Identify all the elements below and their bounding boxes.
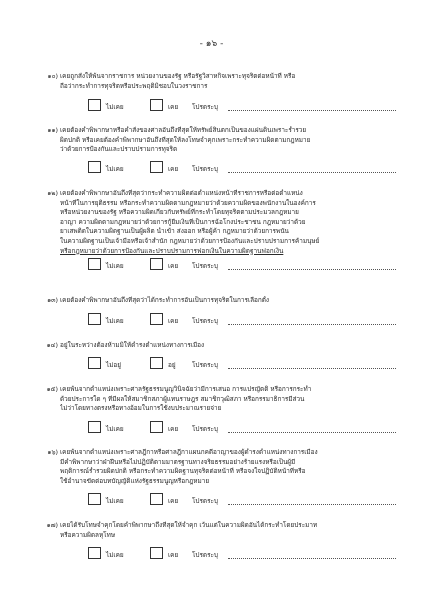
question-text-line: ด้วยประการใด ๆ ที่มีผลให้สมาชิกสภาผู้แทนราษฎร สมาชิกวุฒิสภา หรือกรรมาธิการมีส่วน bbox=[60, 394, 305, 403]
question-number: ๑๗) bbox=[46, 521, 58, 529]
question-text-line: ในความผิดฐานเป็นเจ้ามือหรือเจ้าสำนัก กฎหมายว่าด้วยการป้องกันและปราบปรามการค้ามนุษย์ bbox=[60, 236, 320, 245]
option-ever-label: เคย bbox=[168, 262, 179, 270]
option-ever-label: เคย bbox=[168, 425, 179, 433]
question-14 bbox=[46, 341, 402, 351]
option-ever-label: เคย bbox=[168, 551, 179, 559]
page-number: - ๑๖ - bbox=[199, 39, 224, 49]
option-never-label: ไม่เคย bbox=[106, 425, 124, 433]
question-text-line: อาญา ความผิดตามกฎหมายว่าด้วยการกู้ยืมเงินที่เป็นการฉ้อโกงประชาชน กฎหมายว่าด้วย bbox=[60, 217, 306, 226]
checkbox-never[interactable] bbox=[88, 493, 101, 505]
specify-field[interactable] bbox=[228, 102, 396, 111]
question-text-line: ถือว่ากระทำการทุจริตหรือประพฤติมิชอบในวงราชการ bbox=[60, 81, 208, 90]
question-number: ๑๕) bbox=[46, 385, 58, 393]
checkbox-ever[interactable] bbox=[150, 161, 163, 173]
question-text-line: หรือหน่วยงานของรัฐ หรือความผิดเกี่ยวกับทรัพย์ที่กระทำโดยทุจริตตามประมวลกฎหมาย bbox=[60, 208, 299, 217]
option-in-label: อยู่ bbox=[168, 361, 176, 369]
question-text-line: ว่าด้วยการป้องกันและปราบปรามการทุจริต bbox=[60, 145, 178, 154]
checkbox-never[interactable] bbox=[88, 313, 101, 325]
specify-field[interactable] bbox=[228, 360, 396, 369]
question-number: ๑๑) bbox=[47, 126, 58, 134]
option-never-label: ไม่เคย bbox=[106, 103, 124, 111]
question-text-line: ผิดปกติ หรือเคยต้องคำพิพากษาอันถึงที่สุดให้ลงโทษจำคุกเพราะกระทำความผิดตามกฎหมาย bbox=[60, 135, 311, 144]
question-text-line: เคยต้องคำพิพากษาหรือคำสั่งของศาลอันถึงที่สุดให้ทรัพย์สินตกเป็นของแผ่นดินเพราะร่ำรวย bbox=[60, 126, 307, 134]
specify-label: โปรดระบุ bbox=[192, 425, 218, 433]
question-text-line: เคยต้องคำพิพากษาอันถึงที่สุดว่าได้กระทำการอันเป็นการทุจริตในการเลือกตั้ง bbox=[60, 296, 269, 304]
question-text-line: หน้าที่ในการยุติธรรม หรือกระทำความผิดตามกฎหมายว่าด้วยความผิดของพนักงานในองค์การ bbox=[60, 198, 316, 207]
question-text-line: เคยได้รับโทษจำคุกโดยคำพิพากษาถึงที่สุดให้จำคุก เว้นแต่ในความผิดอันได้กระทำโดยประมาท bbox=[60, 521, 318, 529]
checkbox-ever[interactable] bbox=[150, 99, 163, 111]
question-13 bbox=[47, 296, 402, 306]
checkbox-never[interactable] bbox=[88, 161, 101, 173]
checkbox-never[interactable] bbox=[88, 99, 101, 111]
question-number: ๑๐) bbox=[47, 72, 58, 80]
specify-field[interactable] bbox=[228, 424, 396, 433]
question-text-line: ยาเสพติดในความผิดฐานเป็นผู้ผลิต นำเข้า ส่งออก หรือผู้ค้า กฎหมายว่าด้วยการพนัน bbox=[60, 227, 289, 236]
question-text-line: พฤติการณ์ร่ำรวยผิดปกติ หรือกระทำความผิดฐานทุจริตต่อหน้าที่ หรือจงใจปฏิบัติหน้าที่หรือ bbox=[60, 467, 306, 476]
question-text-line: เคยพ้นจากตำแหน่งเพราะศาลรัฐธรรมนูญวินิจฉัยว่ามีการเสนอ การแปรญัตติ หรือการกระทำ bbox=[60, 385, 312, 393]
answer-row-17 bbox=[88, 547, 398, 561]
question-11 bbox=[47, 126, 402, 155]
question-number: ๑๒) bbox=[47, 189, 58, 197]
option-never-label: ไม่เคย bbox=[106, 165, 124, 173]
option-never-label: ไม่เคย bbox=[106, 497, 124, 505]
question-text-line: เคยพ้นจากตำแหน่งเพราะศาลฎีกาหรือศาลฎีกาแผนกคดีอาญาของผู้ดำรงตำแหน่งทางการเมือง bbox=[60, 448, 318, 456]
option-ever-label: เคย bbox=[168, 165, 179, 173]
question-text-line: หรือความผิดลหุโทษ bbox=[60, 530, 116, 539]
question-text-line: ใช้อำนาจขัดต่อบทบัญญัติแห่งรัฐธรรมนูญหรือกฎหมาย bbox=[60, 476, 210, 485]
specify-label: โปรดระบุ bbox=[192, 497, 218, 505]
specify-label: โปรดระบุ bbox=[192, 165, 218, 173]
specify-field[interactable] bbox=[228, 316, 396, 325]
question-text-line: ไม่ว่าโดยทางตรงหรือทางอ้อมในการใช้งบประมาณรายจ่าย bbox=[60, 404, 222, 413]
answer-row-13 bbox=[88, 313, 398, 327]
checkbox-never[interactable] bbox=[88, 547, 101, 559]
checkbox-ever[interactable] bbox=[150, 493, 163, 505]
checkbox-ever[interactable] bbox=[150, 421, 163, 433]
specify-label: โปรดระบุ bbox=[192, 103, 218, 111]
option-never-label: ไม่เคย bbox=[106, 262, 124, 270]
question-number: ๑๖) bbox=[47, 448, 58, 456]
option-never-label: ไม่เคย bbox=[106, 551, 124, 559]
question-text-line: หรือกฎหมายว่าด้วยการป้องกันและปราบปรามการฟอกเงินในความผิดฐานฟอกเงิน bbox=[60, 246, 284, 255]
specify-field[interactable] bbox=[228, 496, 396, 505]
specify-label: โปรดระบุ bbox=[192, 361, 218, 369]
question-number: ๑๔) bbox=[46, 341, 58, 349]
answer-row-10 bbox=[88, 99, 398, 113]
question-text-line: อยู่ในระหว่างต้องห้ามมิให้ดำรงตำแหน่งทางการเมือง bbox=[60, 341, 205, 349]
answer-row-16 bbox=[88, 493, 398, 507]
checkbox-ever[interactable] bbox=[150, 547, 163, 559]
option-ever-label: เคย bbox=[168, 317, 179, 325]
question-10 bbox=[47, 72, 402, 91]
specify-label: โปรดระบุ bbox=[192, 262, 218, 270]
checkbox-ever[interactable] bbox=[150, 258, 163, 270]
question-15 bbox=[46, 385, 402, 414]
option-ever-label: เคย bbox=[168, 497, 179, 505]
checkbox-never[interactable] bbox=[88, 258, 101, 270]
question-16 bbox=[47, 448, 402, 486]
checkbox-never[interactable] bbox=[88, 421, 101, 433]
checkbox-not-in[interactable] bbox=[88, 357, 101, 369]
option-ever-label: เคย bbox=[168, 103, 179, 111]
checkbox-in[interactable] bbox=[150, 357, 163, 369]
option-not-in-label: ไม่อยู่ bbox=[106, 361, 122, 369]
specify-field[interactable] bbox=[228, 164, 396, 173]
specify-label: โปรดระบุ bbox=[192, 317, 218, 325]
specify-label: โปรดระบุ bbox=[192, 551, 218, 559]
answer-row-14 bbox=[88, 357, 398, 371]
question-12 bbox=[47, 189, 402, 256]
specify-field[interactable] bbox=[228, 261, 396, 270]
question-text-line: เคยถูกสั่งให้พ้นจากราชการ หน่วยงานของรัฐ หรือรัฐวิสาหกิจเพราะทุจริตต่อหน้าที่ หรือ bbox=[60, 72, 296, 80]
checkbox-ever[interactable] bbox=[150, 313, 163, 325]
option-never-label: ไม่เคย bbox=[106, 317, 124, 325]
answer-row-11 bbox=[88, 161, 398, 175]
question-text-line: เคยต้องคำพิพากษาอันถึงที่สุดว่ากระทำความผิดต่อตำแหน่งหน้าที่ราชการหรือต่อตำแหน่ง bbox=[60, 189, 303, 197]
question-number: ๑๓) bbox=[47, 296, 58, 304]
answer-row-12 bbox=[88, 258, 398, 272]
question-text-line: มีคำพิพากษาว่าฝ่าฝืนหรือไม่ปฏิบัติตามมาตรฐานทางจริยธรรมอย่างร้ายแรงหรือเป็นผู้มี bbox=[60, 457, 296, 466]
answer-row-15 bbox=[88, 421, 398, 435]
specify-field[interactable] bbox=[228, 550, 396, 559]
question-17 bbox=[46, 521, 402, 540]
